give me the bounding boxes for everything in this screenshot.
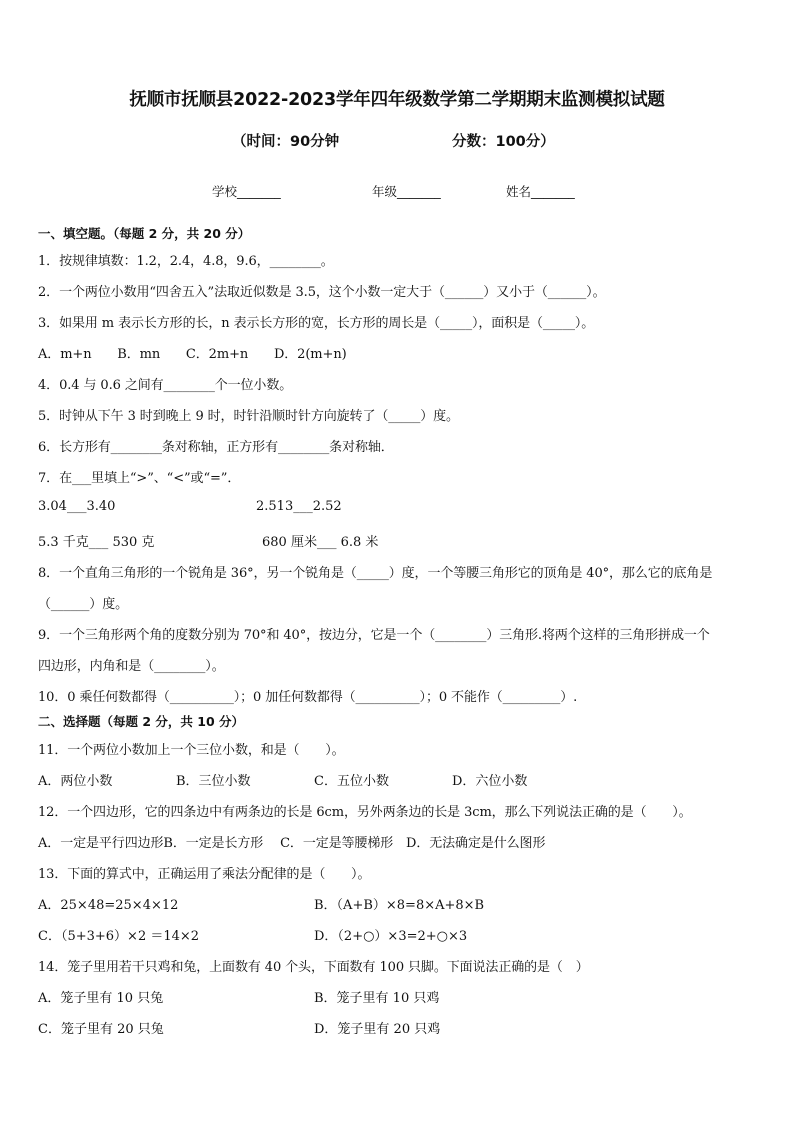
question-13: 13．下面的算式中，正确运用了乘法分配律的是（ ）。 <box>38 867 371 882</box>
question-1: 1．按规律填数：1.2，2.4，4.8，9.6，________。 <box>38 254 334 269</box>
question-7-item-b: 2.513___2.52 <box>256 499 342 514</box>
question-13-option-a: A．25×48=25×4×12 <box>38 898 179 913</box>
question-14: 14．笼子里用若干只鸡和兔，上面数有 40 个头，下面数有 100 只脚。下面说法正确的是（ ） <box>38 960 589 975</box>
question-14-option-b: B．笼子里有 10 只鸡 <box>314 991 440 1006</box>
question-5: 5．时钟从下午 3 时到晚上 9 时，时针沿顺时针方向旋转了（_____）度。 <box>38 409 459 424</box>
question-10: 10．0 乘任何数都得（__________）；0 加任何数都得（__________）；0 不能作（_________）. <box>38 690 578 705</box>
question-9-line-1: 9．一个三角形两个角的度数分别为 70°和 40°，按边分，它是一个（________）三角形.将两个这样的三角形拼成一个 <box>38 628 710 643</box>
question-11-option-a: A．两位小数 <box>38 774 113 789</box>
question-14-option-d: D．笼子里有 20 只鸡 <box>314 1022 441 1037</box>
question-7-item-a: 3.04___3.40 <box>38 499 116 514</box>
question-12: 12．一个四边形，它的四条边中有两条边的长是 6cm，另外两条边的长是 3cm，那么下列说法正确的是（ ）。 <box>38 805 692 820</box>
question-12-options: A．一定是平行四边形B．一定是长方形 C．一定是等腰梯形 D．无法确定是什么图形 <box>38 836 546 851</box>
question-7: 7．在___里填上“>”、“<”或“=”． <box>38 471 241 486</box>
exam-time: （时间：90分钟 <box>232 134 340 150</box>
question-8-line-2: （______）度。 <box>38 597 129 612</box>
question-3: 3．如果用 m 表示长方形的长，n 表示长方形的宽，长方形的周长是（_____），面积是（_____）。 <box>38 316 595 331</box>
section-choice-heading: 二、选择题（每题 2 分，共 10 分） <box>38 714 245 729</box>
question-6: 6．长方形有________条对称轴，正方形有________条对称轴． <box>38 440 394 455</box>
page-title: 抚顺市抚顺县2022-2023学年四年级数学第二学期期末监测模拟试题 <box>129 90 665 110</box>
question-13-option-c: C．（5+3+6）×2 ＝14×2 <box>38 929 200 944</box>
section-fill-in-heading: 一、填空题。（每题 2 分，共 20 分） <box>38 226 251 241</box>
question-4: 4．0.4 与 0.6 之间有________个一位小数。 <box>38 378 293 393</box>
school-field: 学校_______ <box>212 184 281 199</box>
question-11-option-b: B．三位小数 <box>176 774 251 789</box>
grade-field: 年级_______ <box>372 184 441 199</box>
question-2: 2．一个两位小数用“四舍五入”法取近似数是 3.5，这个小数一定大于（______）又小于（______）。 <box>38 285 606 300</box>
question-7-item-d: 680 厘米___ 6.8 米 <box>262 535 379 550</box>
question-7-item-c: 5.3 千克___ 530 克 <box>38 535 155 550</box>
question-8-line-1: 8．一个直角三角形的一个锐角是 36°，另一个锐角是（_____）度，一个等腰三角形它的顶角是 40°，那么它的底角是 <box>38 566 713 581</box>
question-13-option-d: D．（2+○）×3=2+○×3 <box>314 929 468 944</box>
question-13-option-b: B．（A+B）×8=8×A+8×B <box>314 898 485 913</box>
question-3-options: A．m+n B．mn C．2m+n D．2(m+n) <box>38 347 347 362</box>
question-9-line-2: 四边形，内角和是（________）。 <box>38 659 225 674</box>
question-11: 11．一个两位小数加上一个三位小数，和是（ ）。 <box>38 743 345 758</box>
name-field: 姓名_______ <box>506 184 575 199</box>
question-14-option-c: C．笼子里有 20 只兔 <box>38 1022 164 1037</box>
question-14-option-a: A．笼子里有 10 只兔 <box>38 991 164 1006</box>
exam-score: 分数：100分） <box>452 134 555 150</box>
question-11-option-c: C．五位小数 <box>314 774 389 789</box>
question-11-option-d: D．六位小数 <box>452 774 528 789</box>
